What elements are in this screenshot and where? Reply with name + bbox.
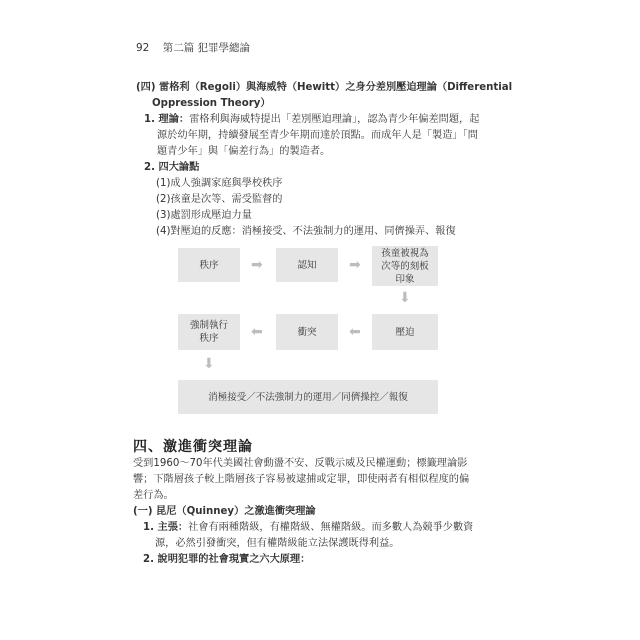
point-2: (2)孩童是次等、需受監督的: [156, 194, 283, 205]
four-points-label: 2. 四大論點: [144, 162, 200, 173]
arrow-left-icon: ⬅: [349, 324, 361, 340]
box-cognition: 認知: [276, 248, 338, 282]
running-header: [136, 40, 250, 55]
box-order: 秩序: [178, 248, 240, 282]
theory-label: 1. 理論：: [144, 114, 190, 125]
theory-text-line3: 題青少年」與「偏差行為」的製造者。: [157, 146, 331, 157]
box-enforce-order: 強制執行 秩序: [178, 314, 240, 350]
box-child-stereotype: 孩童被視為 次等的刻板 印象: [372, 246, 438, 286]
arrow-down-icon: ⬇: [203, 356, 215, 372]
subsection-heading-line1: (四) 雷格利（Regoli）與海威特（Hewitt）之身分差別壓迫理論（Differential: [136, 82, 513, 93]
section-title: 四、激進衝突理論: [133, 439, 253, 455]
intro-line1: 受到1960～70年代美國社會動盪不安、反戰示威及民權運動；標籤理論影: [133, 458, 468, 469]
arrow-right-icon: ➡: [251, 257, 263, 273]
box-oppression: 壓迫: [372, 314, 438, 350]
arrow-down-icon: ⬇: [399, 290, 411, 306]
theory-item: [144, 112, 479, 128]
six-principles-label: 2. 說明犯罪的社會現實之六大原理：: [143, 554, 311, 565]
part-title: 第二篇 犯罪學總論: [162, 42, 251, 54]
intro-line2: 響；下階層孩子較上階層孩子容易被逮捕或定罪，即使兩者有相似程度的偏: [133, 474, 470, 485]
subsection-heading-line2: Oppression Theory）: [152, 98, 271, 109]
quinney-claim: [143, 520, 473, 536]
intro-line3: 差行為。: [133, 490, 174, 501]
page-number: 92: [136, 42, 150, 54]
point-1: (1)成人強調家庭與學校秩序: [156, 178, 283, 189]
point-4: (4)對壓迫的反應：消極接受、不法強制力的運用、同儕操弄、報復: [156, 226, 456, 237]
claim-label: 1. 主張：: [143, 522, 189, 533]
quinney-heading: (一) 昆尼（Quinney）之激進衝突理論: [133, 506, 316, 517]
point-3: (3)處罰形成壓迫力量: [156, 210, 252, 221]
claim-text-line1: 社會有兩種階級，有權階級、無權階級。而多數人為競爭少數資: [188, 522, 474, 533]
theory-text-line1: 雷格利與海威特提出「差別壓迫理論」，認為青少年偏差問題，起: [189, 114, 480, 125]
arrow-right-icon: ➡: [349, 257, 361, 273]
box-conflict: 衝突: [276, 314, 338, 350]
claim-text-line2: 源，必然引發衝突，但有權階級能立法保護既得利益。: [155, 538, 400, 549]
box-reactions: 消極接受／不法強制力的運用／同儕操控／報復: [178, 380, 438, 414]
theory-text-line2: 源於幼年期，持續發展至青少年期而達於頂點。而成年人是「製造」「問: [157, 130, 478, 141]
arrow-left-icon: ⬅: [251, 324, 263, 340]
